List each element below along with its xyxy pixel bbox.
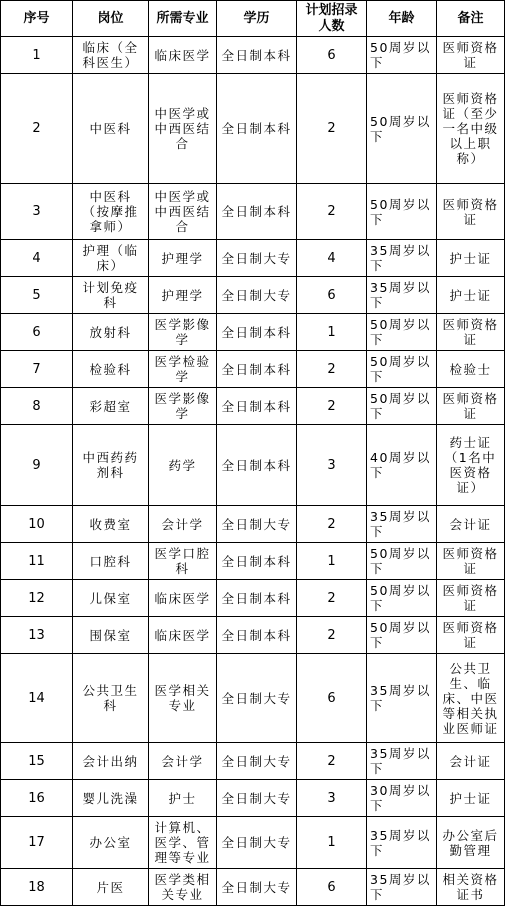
table-row	[1, 780, 505, 817]
cell-seq: 1	[1, 37, 73, 74]
cell-note: 医师资格证（至少一名中级以上职称）	[437, 74, 505, 184]
cell-post: 中医科	[73, 74, 149, 184]
cell-major: 临床医学	[149, 37, 217, 74]
cell-edu: 全日制本科	[217, 580, 297, 617]
cell-plan: 2	[297, 388, 367, 425]
cell-seq: 4	[1, 240, 73, 277]
cell-edu: 全日制大专	[217, 240, 297, 277]
cell-edu: 全日制本科	[217, 184, 297, 240]
cell-note: 医师资格证	[437, 314, 505, 351]
cell-major: 医学影像学	[149, 314, 217, 351]
cell-note: 护士证	[437, 277, 505, 314]
cell-major: 医学口腔科	[149, 543, 217, 580]
cell-age: 35周岁以下	[367, 654, 437, 743]
header-post: 岗位	[73, 1, 149, 37]
cell-major: 临床医学	[149, 617, 217, 654]
table-row	[1, 580, 505, 617]
cell-edu: 全日制本科	[217, 617, 297, 654]
cell-post: 围保室	[73, 617, 149, 654]
cell-age: 50周岁以下	[367, 617, 437, 654]
cell-plan: 2	[297, 506, 367, 543]
cell-post: 收费室	[73, 506, 149, 543]
cell-note: 办公室后勤管理	[437, 817, 505, 869]
cell-plan: 1	[297, 314, 367, 351]
table-row	[1, 37, 505, 74]
cell-age: 30周岁以下	[367, 780, 437, 817]
cell-edu: 全日制本科	[217, 388, 297, 425]
table-row	[1, 869, 505, 906]
cell-edu: 全日制大专	[217, 869, 297, 906]
table-row	[1, 351, 505, 388]
table-row	[1, 743, 505, 780]
cell-note: 检验士	[437, 351, 505, 388]
cell-plan: 2	[297, 617, 367, 654]
cell-edu: 全日制本科	[217, 37, 297, 74]
cell-plan: 3	[297, 425, 367, 506]
cell-post: 婴儿洗澡	[73, 780, 149, 817]
cell-seq: 5	[1, 277, 73, 314]
cell-major: 医学影像学	[149, 388, 217, 425]
cell-plan: 4	[297, 240, 367, 277]
cell-note: 会计证	[437, 506, 505, 543]
cell-edu: 全日制本科	[217, 425, 297, 506]
cell-plan: 1	[297, 817, 367, 869]
cell-seq: 13	[1, 617, 73, 654]
header-edu: 学历	[217, 1, 297, 37]
cell-edu: 全日制大专	[217, 817, 297, 869]
table-row	[1, 240, 505, 277]
cell-plan: 2	[297, 743, 367, 780]
cell-edu: 全日制本科	[217, 543, 297, 580]
cell-plan: 6	[297, 277, 367, 314]
cell-major: 会计学	[149, 506, 217, 543]
cell-note: 公共卫生、临床、中医等相关执业医师证	[437, 654, 505, 743]
cell-edu: 全日制大专	[217, 277, 297, 314]
cell-plan: 6	[297, 869, 367, 906]
cell-plan: 2	[297, 351, 367, 388]
cell-age: 40周岁以下	[367, 425, 437, 506]
header-note: 备注	[437, 1, 505, 37]
table-row	[1, 617, 505, 654]
cell-plan: 2	[297, 580, 367, 617]
table-row	[1, 314, 505, 351]
cell-plan: 2	[297, 184, 367, 240]
cell-age: 35周岁以下	[367, 506, 437, 543]
cell-post: 临床（全科医生）	[73, 37, 149, 74]
cell-post: 口腔科	[73, 543, 149, 580]
cell-edu: 全日制大专	[217, 654, 297, 743]
cell-note: 相关资格证书	[437, 869, 505, 906]
cell-major: 护理学	[149, 240, 217, 277]
cell-age: 50周岁以下	[367, 543, 437, 580]
cell-age: 35周岁以下	[367, 869, 437, 906]
cell-edu: 全日制大专	[217, 506, 297, 543]
cell-seq: 16	[1, 780, 73, 817]
cell-edu: 全日制大专	[217, 780, 297, 817]
cell-age: 50周岁以下	[367, 314, 437, 351]
table-row	[1, 425, 505, 506]
table-row	[1, 654, 505, 743]
header-row	[1, 1, 505, 37]
cell-post: 儿保室	[73, 580, 149, 617]
header-plan: 计划招录人数	[297, 1, 367, 37]
cell-seq: 12	[1, 580, 73, 617]
cell-post: 会计出纳	[73, 743, 149, 780]
cell-age: 35周岁以下	[367, 743, 437, 780]
cell-seq: 10	[1, 506, 73, 543]
cell-post: 片医	[73, 869, 149, 906]
cell-post: 中医科（按摩推拿师）	[73, 184, 149, 240]
header-seq: 序号	[1, 1, 73, 37]
cell-note: 医师资格证	[437, 388, 505, 425]
cell-post: 放射科	[73, 314, 149, 351]
cell-edu: 全日制本科	[217, 351, 297, 388]
cell-age: 50周岁以下	[367, 351, 437, 388]
table-row	[1, 388, 505, 425]
cell-seq: 3	[1, 184, 73, 240]
cell-note: 医师资格证	[437, 580, 505, 617]
cell-age: 50周岁以下	[367, 74, 437, 184]
cell-note: 医师资格证	[437, 617, 505, 654]
cell-edu: 全日制大专	[217, 743, 297, 780]
cell-seq: 11	[1, 543, 73, 580]
cell-post: 护理（临床）	[73, 240, 149, 277]
cell-seq: 6	[1, 314, 73, 351]
cell-note: 医师资格证	[437, 37, 505, 74]
cell-major: 临床医学	[149, 580, 217, 617]
cell-post: 彩超室	[73, 388, 149, 425]
table-row	[1, 817, 505, 869]
cell-plan: 6	[297, 37, 367, 74]
table-body	[1, 37, 505, 906]
cell-plan: 1	[297, 543, 367, 580]
cell-major: 中医学或中西医结合	[149, 74, 217, 184]
cell-post: 公共卫生科	[73, 654, 149, 743]
cell-note: 医师资格证	[437, 184, 505, 240]
cell-note: 护士证	[437, 780, 505, 817]
cell-seq: 2	[1, 74, 73, 184]
table-row	[1, 184, 505, 240]
cell-edu: 全日制本科	[217, 314, 297, 351]
cell-major: 医学相关专业	[149, 654, 217, 743]
cell-plan: 6	[297, 654, 367, 743]
cell-seq: 17	[1, 817, 73, 869]
cell-note: 医师资格证	[437, 543, 505, 580]
cell-major: 护士	[149, 780, 217, 817]
cell-post: 计划免疫科	[73, 277, 149, 314]
cell-post: 检验科	[73, 351, 149, 388]
table-row	[1, 74, 505, 184]
cell-post: 办公室	[73, 817, 149, 869]
table-row	[1, 506, 505, 543]
cell-major: 会计学	[149, 743, 217, 780]
cell-plan: 2	[297, 74, 367, 184]
cell-seq: 15	[1, 743, 73, 780]
cell-plan: 3	[297, 780, 367, 817]
cell-seq: 14	[1, 654, 73, 743]
cell-seq: 7	[1, 351, 73, 388]
cell-age: 50周岁以下	[367, 37, 437, 74]
header-age: 年龄	[367, 1, 437, 37]
cell-note: 药士证（1名中医资格证）	[437, 425, 505, 506]
cell-seq: 9	[1, 425, 73, 506]
cell-age: 35周岁以下	[367, 817, 437, 869]
cell-major: 医学检验学	[149, 351, 217, 388]
cell-post: 中西药药剂科	[73, 425, 149, 506]
cell-edu: 全日制本科	[217, 74, 297, 184]
table-row	[1, 277, 505, 314]
cell-age: 50周岁以下	[367, 388, 437, 425]
cell-major: 医学类相关专业	[149, 869, 217, 906]
cell-major: 中医学或中西医结合	[149, 184, 217, 240]
cell-major: 药学	[149, 425, 217, 506]
cell-note: 护士证	[437, 240, 505, 277]
table-row	[1, 543, 505, 580]
cell-major: 护理学	[149, 277, 217, 314]
cell-major: 计算机、医学、管理等专业	[149, 817, 217, 869]
cell-age: 35周岁以下	[367, 277, 437, 314]
cell-age: 50周岁以下	[367, 580, 437, 617]
header-major: 所需专业	[149, 1, 217, 37]
cell-seq: 8	[1, 388, 73, 425]
cell-note: 会计证	[437, 743, 505, 780]
cell-age: 35周岁以下	[367, 240, 437, 277]
cell-age: 50周岁以下	[367, 184, 437, 240]
cell-seq: 18	[1, 869, 73, 906]
